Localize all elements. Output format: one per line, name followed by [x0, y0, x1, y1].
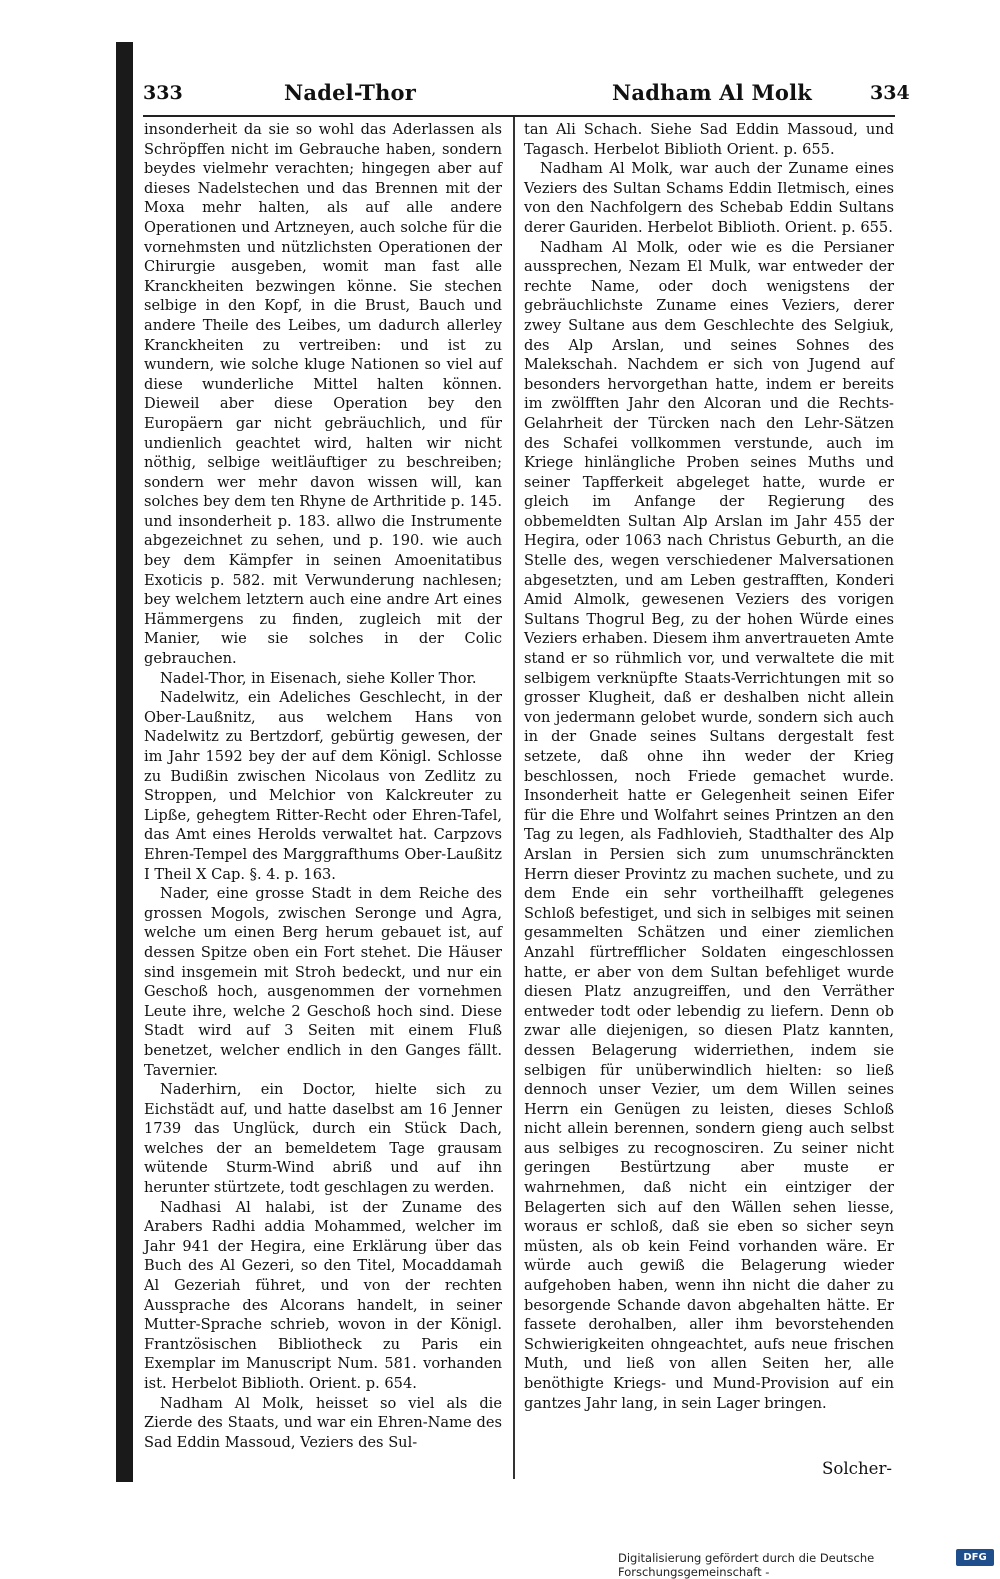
paragraph-continuation-right: tan Ali Schach. Siehe Sad Eddin Massoud, und Tagasch. Herbelot Biblioth Orient. p. 655. — [524, 121, 894, 158]
entry-nader: Nader, eine grosse Stadt in dem Reiche des grossen Mogols, zwischen Seronge und Agra, welche um einen Berg herum gebauet ist, auf dessen Spitze oben ein Fort stehet. Die Häuser sind insgemein mit Stroh bedeckt, und nur ein Geschoß hoch, ausgenommen der vornehmen Leute ihre, welche 2 Geschoß hoch sind. Diese Stadt wird auf 3 Seiten mit einem Fluß benetzet, welcher endlich in den Ganges fällt. Tavernier. — [144, 885, 502, 1079]
entry-nadham-al-molk-3: Nadham Al Molk, oder wie es die Persianer aussprechen, Nezam El Mulk, war entweder der rechte Name, oder doch wenigstens der gebräuchlichste Zuname eines Veziers, derer zwey Sultane aus dem Geschlechte des Selgiuk, des Alp Arslan, und seines Sohnes des Malekschah. Nachdem er sich von Jugend auf besonders hervorgethan hatte, indem er bereits im zwölfften Jahr den Alcoran und die Rechts-Gelahrheit der Türcken nach den Lehr-Sätzen des Schafei vollkommen verstunde, auch im Kriege hinlängliche Proben seines Muths und seiner Tapfferkeit abgeleget hatte, wurde er gleich im Anfange der Regierung des obbemeldten Sultan Alp Arslan im Jahr 455 der Hegira, oder 1063 nach Christus Geburth, an die Stelle des, wegen verschiedener Malversationen abgesetzten, und am Leben gestrafften, Konderi Amid Almolk, gewesenen Veziers des vorigen Sultans Thogrul Beg, zu der hohen Würde eines Veziers erhaben. Diesem ihm anvertraueten Amte stand er so rühmlich vor, und verwaltete die mit selbigem verknüpfte Staats-Verrichtungen mit so grosser Klugheit, daß er deshalben nicht allein von jedermann gelobet wurde, sondern sich auch in der Gnade seines Sultans dergestalt fest setzete, daß ohne ihn weder der Krieg beschlossen, noch Friede gemachet wurde. Insonderheit hatte er Gelegenheit seinen Eifer für die Ehre und Wolfahrt seines Printzen an den Tag zu legen, als Fadhlovieh, Stadthalter des Alp Arslan in Persien sich zum unumschränckten Herrn dieser Provintz zu machen suchete, und zu dem Ende ein sehr vortheilhafft gelegenes Schloß befestiget, und sich in selbiges mit seinen gesammelten Schätzen und einer ziemlichen Anzahl fürtrefflicher Soldaten eingeschlossen hatte, er aber von dem Sultan befehliget wurde diesen Platz anzugreiffen, und den Verräther entweder todt oder lebendig zu liefern. Denn ob zwar alle diejenigen, so diesen Platz kannten, dessen Belagerung widerriethen, indem sie selbigen für unüberwindlich hielten: so ließ dennoch unser Vezier, um dem Willen seines Herrn ein Genügen zu leisten, dieses Schloß nicht allein berennen, sondern gieng auch selbst aus selbiges zu recognosciren. Zu seiner nicht geringen Bestürtzung aber muste er wahrnehmen, daß nicht ein eintziger der Belagerten sich auf den Wällen sehen liesse, woraus er schloß, daß sie eben so sicher seyn müsten, als ob kein Feind vorhanden wäre. Er würde auch gewiß die Belagerung wieder aufgehoben haben, wenn ihn nicht die daher zu besorgende Schande davon abgehalten hätte. Er fassete derohalben, aller ihm bevorstehenden Schwierigkeiten ohngeachtet, aufs neue frischen Muth, und ließ von allen Seiten her, alle benöthigte Kriegs- und Mund-Provision auf ein gantzes Jahr lang, in sein Lager bringen. — [524, 238, 894, 1412]
right-running-head: Nadham Al Molk — [612, 80, 813, 105]
scan-edge-bar — [116, 42, 133, 1482]
entry-nadham-al-molk-1: Nadham Al Molk, heisset so viel als die Zierde des Staats, und war ein Ehren-Name des Sad Eddin Massoud, Veziers des Sul- — [144, 1394, 502, 1451]
left-running-head: Nadel-Thor — [284, 80, 417, 105]
entry-nadelwitz: Nadelwitz, ein Adeliches Geschlecht, in der Ober-Laußnitz, aus welchem Hans von Nadelwitz zu Bertzdorf, gebürtig gewesen, der im Jahr 1592 bey der auf dem Königl. Schlosse zu Budißin zwischen Nicolaus von Zedlitz zu Stroppen, und Melchior von Kalckreuter zu Lipße, gehegtem Ritter-Recht oder Ehren-Tafel, das Amt eines Herolds verwaltet hat. Carpzovs Ehren-Tempel des Marggrafthums Ober-Laußitz I Theil X Cap. §. 4. p. 163. — [144, 689, 502, 883]
entry-nadham-al-molk-2: Nadham Al Molk, war auch der Zuname eines Veziers des Sultan Schams Eddin Iletmisch, eines von den Nachfolgern des Schebab Eddin Sultans derer Gauriden. Herbelot Biblioth. Orient. p. 655. — [524, 160, 894, 236]
left-page-number: 333 — [143, 82, 183, 104]
paragraph-continuation: insonderheit da sie so wohl das Aderlassen als Schröpffen nicht im Gebrauche haben, sondern beydes vielmehr verachten; hingegen aber auf dieses Nadelstechen und das Brennen mit der Moxa mehr halten, als auf alle andere Operationen und Artzneyen, auch solche für die vornehmsten und nützlichsten Operationen der Chirurgie ausgeben, womit man fast alle Kranckheiten bezwingen könne. Sie stechen selbige in den Kopf, in die Brust, Bauch und andere Theile des Leibes, um dadurch allerley Kranckheiten zu vertreiben: und ist zu wundern, wie solche kluge Nationen so viel auf diese wunderliche Mittel halten können. Dieweil aber diese Operation bey den Europäern gar nicht gebräuchlich, und für undienlich geachtet wird, halten wir nicht nöthig, selbige weitläuftiger zu beschreiben; sondern wer mehr davon wissen will, kan solches bey dem ten Rhyne de Arthritide p. 145. und insonderheit p. 183. allwo die Instrumente abgezeichnet zu sehen, und p. 190. wie auch bey dem Kämpfer in seinen Amoenitatibus Exoticis p. 582. mit Verwunderung nachlesen; bey welchem letztern auch eine andre Art eines Hämmergens zu finden, zugleich mit der Manier, wie sie solches in der Colic gebrauchen. — [144, 121, 502, 668]
entry-naderhirn: Naderhirn, ein Doctor, hielte sich zu Eichstädt auf, und hatte daselbst am 16 Jenner 1739 das Unglück, durch ein Stück Dach, welches der an bemeldetem Tage grausam wütende Sturm-Wind abriß und auf ihn herunter stürtzete, todt geschlagen zu werden. — [144, 1081, 502, 1197]
column-divider — [513, 117, 515, 1479]
entry-nadhasi-al-halabi: Nadhasi Al halabi, ist der Zuname des Arabers Radhi addia Mohammed, welcher im Jahr 941 der Hegira, eine Erklärung über das Buch des Al Gezeri, so den Titel, Mocaddamah Al Gezeriah führet, und von der rechten Aussprache des Alcorans handelt, in seiner Mutter-Sprache schrieb, wovon in der Königl. Frantzösischen Bibliotheck zu Paris ein Exemplar im Manuscript Num. 581. vorhanden ist. Herbelot Biblioth. Orient. p. 654. — [144, 1198, 502, 1392]
right-column — [524, 120, 894, 1413]
digitization-credit: Digitalisierung gefördert durch die Deutsche Forschungsgemeinschaft - — [618, 1551, 875, 1579]
header-rule — [143, 115, 895, 117]
dfg-logo: DFG — [956, 1549, 994, 1566]
entry-nadel-thor: Nadel-Thor, in Eisenach, siehe Koller Thor. — [160, 669, 477, 687]
catchword: Solcher- — [822, 1459, 893, 1478]
right-page-number: 334 — [870, 82, 910, 104]
left-column — [144, 120, 502, 1452]
